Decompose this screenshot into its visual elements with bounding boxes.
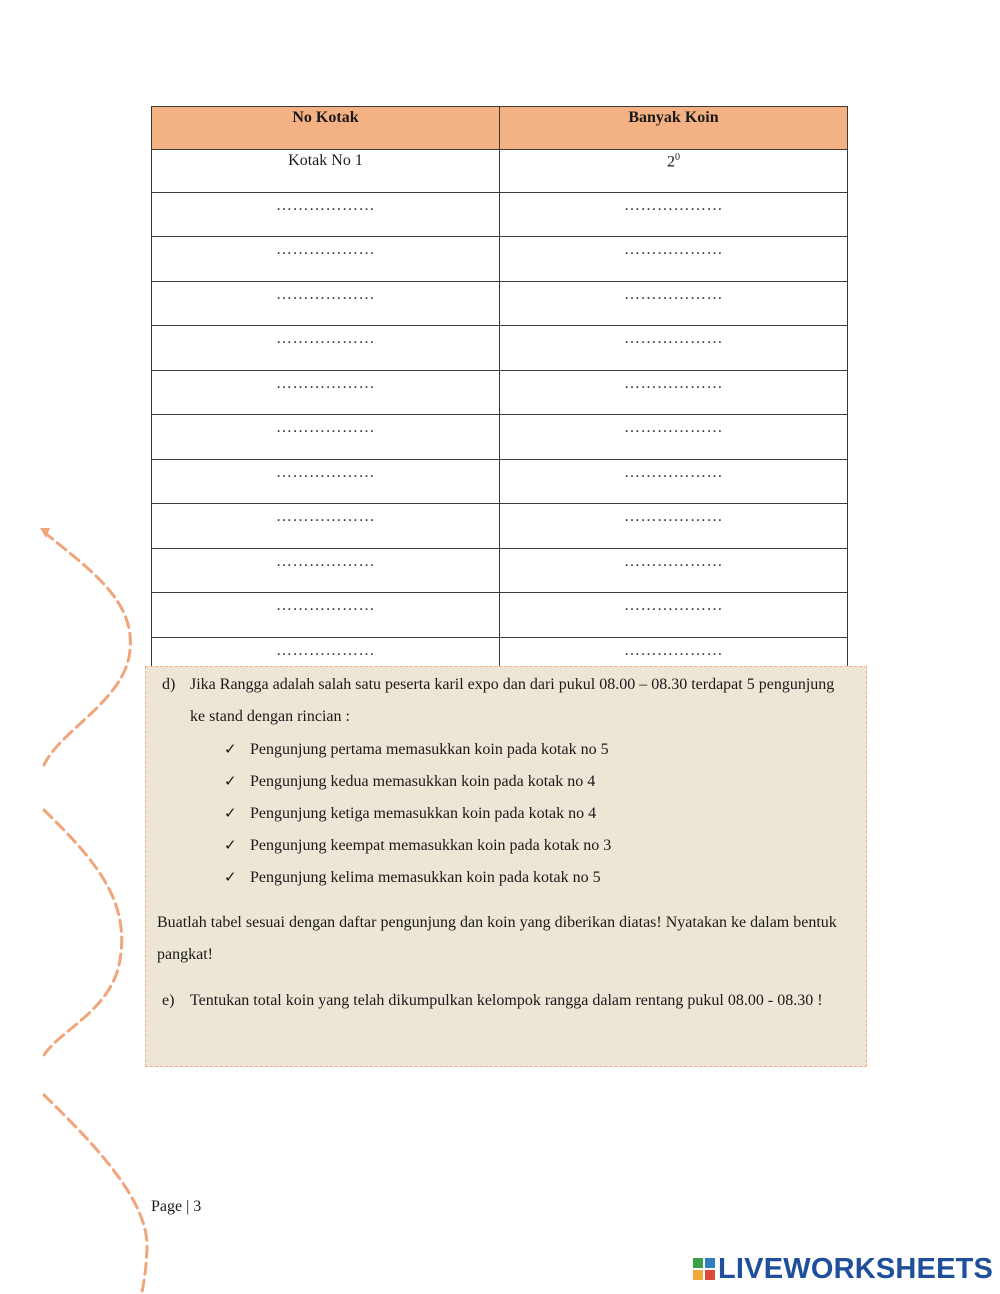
list-item (224, 829, 611, 861)
check-icon: ✓ (224, 804, 237, 822)
box-answer-field[interactable]: ……………… (152, 415, 500, 460)
table-row (152, 237, 848, 282)
table-row (152, 548, 848, 593)
table-row (152, 415, 848, 460)
list-item (224, 797, 611, 829)
coin-answer-field[interactable]: ……………… (500, 504, 848, 549)
liveworksheets-icon (692, 1257, 716, 1281)
brand-name: LIVEWORKSHEETS (718, 1252, 994, 1285)
table-row (152, 370, 848, 415)
box-answer-field[interactable]: ……………… (152, 504, 500, 549)
list-item (224, 765, 611, 797)
check-icon: ✓ (224, 772, 237, 790)
coin-answer-field[interactable]: ……………… (500, 637, 848, 682)
instruction-text: Buatlah tabel sesuai dengan daftar pengunjung dan koin yang diberikan diatas! Nyatakan ke dalam bentuk pangkat! (157, 914, 837, 963)
table-row (152, 192, 848, 237)
coin-answer-field[interactable]: ……………… (500, 192, 848, 237)
task-d (162, 669, 852, 733)
coin-answer-field[interactable]: ……………… (500, 281, 848, 326)
coin-answer-field[interactable]: ……………… (500, 593, 848, 638)
header-no-kotak: No Kotak (152, 107, 500, 150)
box-answer-field[interactable]: ……………… (152, 192, 500, 237)
coin-exponent: 0 (675, 152, 680, 163)
page-number: Page | 3 (151, 1198, 202, 1215)
check-icon: ✓ (224, 740, 237, 758)
check-icon: ✓ (224, 868, 237, 886)
list-item (224, 861, 611, 893)
visitor-text: Pengunjung ketiga memasukkan koin pada kotak no 4 (250, 805, 597, 822)
list-item (224, 733, 611, 765)
box-answer-field[interactable]: ……………… (152, 459, 500, 504)
box-answer-field[interactable]: ……………… (152, 237, 500, 282)
box-answer-field[interactable]: ……………… (152, 637, 500, 682)
task-d-text: Jika Rangga adalah salah satu peserta karil expo dan dari pukul 08.00 – 08.30 terdapat 5 pengunjung ke stand dengan rincian : (190, 676, 835, 725)
visitor-text: Pengunjung pertama memasukkan koin pada kotak no 5 (250, 741, 609, 758)
task-e-text: Tentukan total koin yang telah dikumpulkan kelompok rangga dalam rentang pukul 08.00 - 08.30 ! (190, 992, 823, 1009)
visitor-text: Pengunjung keempat memasukkan koin pada kotak no 3 (250, 837, 612, 854)
table-row (152, 150, 848, 193)
coin-base: 2 (667, 153, 675, 171)
task-e (162, 985, 862, 1017)
table-header-row (152, 107, 848, 150)
table-row (152, 504, 848, 549)
table-row (152, 281, 848, 326)
task-e-marker: e) (162, 992, 175, 1009)
table-row (152, 593, 848, 638)
table-row (152, 326, 848, 371)
coin-answer-field[interactable]: ……………… (500, 459, 848, 504)
box-answer-field[interactable]: ……………… (152, 548, 500, 593)
task-box (145, 666, 867, 1067)
box-answer-field[interactable]: ……………… (152, 326, 500, 371)
coin-table (151, 106, 848, 682)
coin-answer-field[interactable]: ……………… (500, 415, 848, 460)
coin-answer-field[interactable]: ……………… (500, 370, 848, 415)
box-answer-field[interactable]: ……………… (152, 281, 500, 326)
visitor-list (224, 733, 611, 893)
header-banyak-koin: Banyak Koin (500, 107, 848, 150)
coin-answer-field[interactable]: ……………… (500, 326, 848, 371)
coin-answer-field[interactable]: ……………… (500, 237, 848, 282)
check-icon: ✓ (224, 836, 237, 854)
visitor-text: Pengunjung kedua memasukkan koin pada kotak no 4 (250, 773, 596, 790)
box-answer-field[interactable]: ……………… (152, 370, 500, 415)
visitor-text: Pengunjung kelima memasukkan koin pada kotak no 5 (250, 869, 601, 886)
brand-logo (692, 1252, 993, 1286)
box-answer-field[interactable]: ……………… (152, 593, 500, 638)
table-row (152, 459, 848, 504)
task-d-marker: d) (162, 676, 176, 693)
coin-answer-field[interactable]: ……………… (500, 548, 848, 593)
coin-cell (500, 150, 848, 193)
box-cell: Kotak No 1 (152, 150, 500, 193)
